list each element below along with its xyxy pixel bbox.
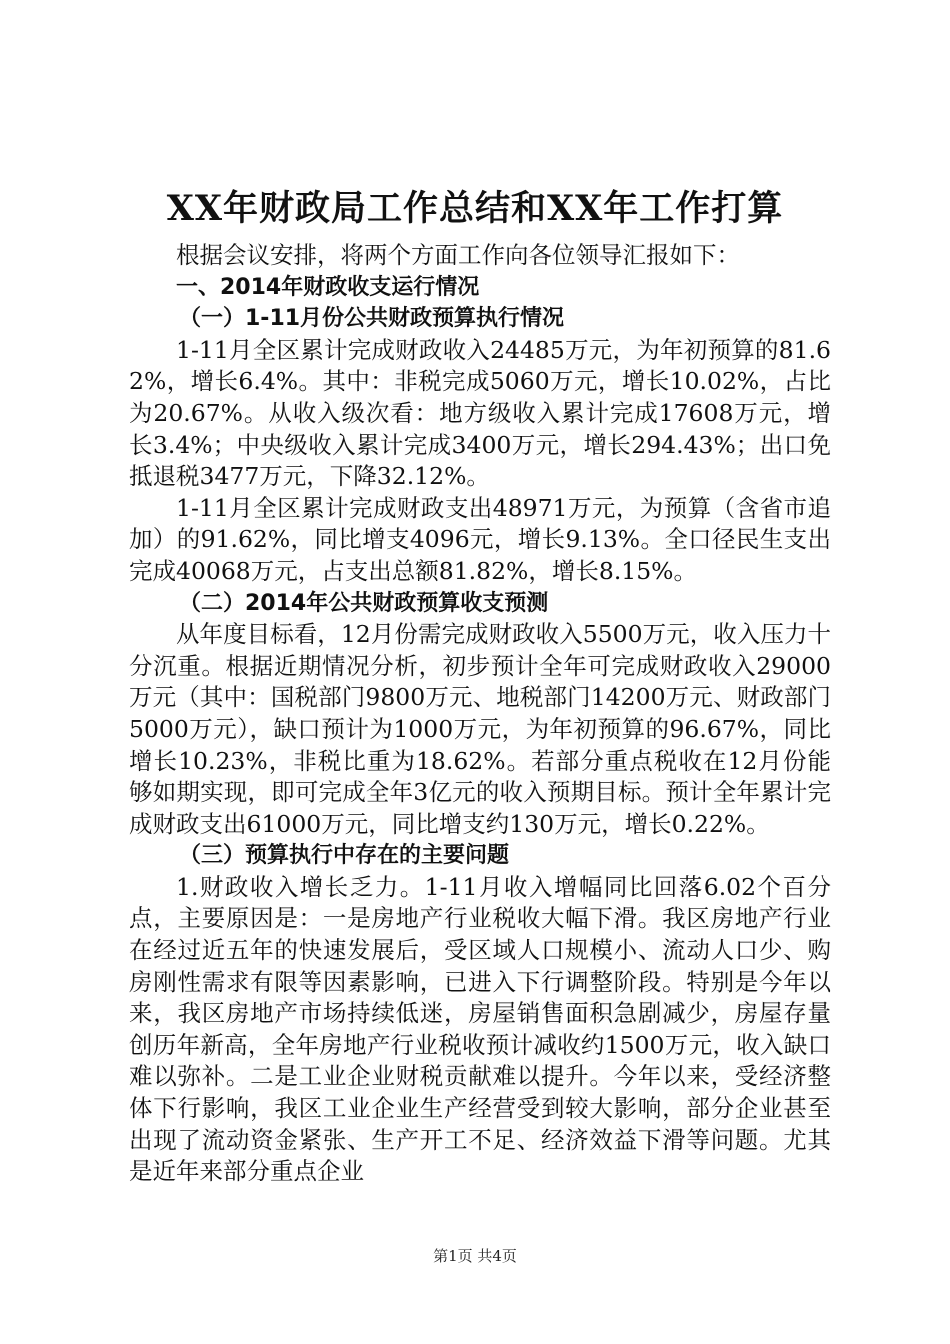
page-footer: 第1页 共4页	[433, 1247, 517, 1265]
paragraph-4: 1.财政收入增长乏力。1-11月收入增幅同比回落6.02个百分点，主要原因是：一是房地产行业税收大幅下滑。我区房地产行业在经过近五年的快速发展后，受区域人口规模小、流动人口少、购房刚性需求有限等因素影响，已进入下行调整阶段。特别是今年以来，我区房地产市场持续低迷，房屋销售面积急剧减少，房屋存量创历年新高，全年房地产行业税收预计减收约1500万元，收入缺口难以弥补。二是工业企业财税贡献难以提升。今年以来，受经济整体下行影响，我区工业企业生产经营受到较大影响，部分企业甚至出现了流动资金紧张、生产开工不足、经济效益下滑等问题。尤其是近年来部分重点企业	[129, 872, 831, 1186]
paragraph-3: 从年度目标看，12月份需完成财政收入5500万元，收入压力十分沉重。根据近期情况分析，初步预计全年可完成财政收入29000万元（其中：国税部门9800万元、地税部门14200万元、财政部门5000万元），缺口预计为1000万元，为年初预算的96.67%，同比增长10.23%，非税比重为18.62%。若部分重点税收在12月份能够如期实现，即可完成全年3亿元的收入预期目标。预计全年累计完成财政支出61000万元，同比增支约130万元，增长0.22%。	[129, 620, 831, 838]
intro-paragraph: 根据会议安排，将两个方面工作向各位领导汇报如下：	[176, 241, 740, 269]
section-heading-1: 一、2014年财政收支运行情况	[176, 274, 480, 300]
subsection-heading-1: （一）1-11月份公共财政预算执行情况	[179, 306, 565, 332]
paragraph-2: 1-11月全区累计完成财政支出48971万元，为预算（含省市追加）的91.62%，同比增支4096元，增长9.13%。全口径民生支出完成40068万元，占支出总额81.82%，增长8.15%。	[129, 493, 831, 585]
document-body	[129, 240, 831, 1188]
document-title: XX年财政局工作总结和XX年工作打算	[166, 188, 784, 229]
subsection-heading-2: （二）2014年公共财政预算收支预测	[179, 590, 549, 616]
subsection-heading-3: （三）预算执行中存在的主要问题	[179, 843, 510, 869]
paragraph-1: 1-11月全区累计完成财政收入24485万元，为年初预算的81.62%，增长6.4%。其中：非税完成5060万元，增长10.02%，占比为20.67%。从收入级次看：地方级收入累计完成17608万元，增长3.4%；中央级收入累计完成3400万元，增长294.43%；出口免抵退税3477万元，下降32.12%。	[129, 335, 831, 491]
